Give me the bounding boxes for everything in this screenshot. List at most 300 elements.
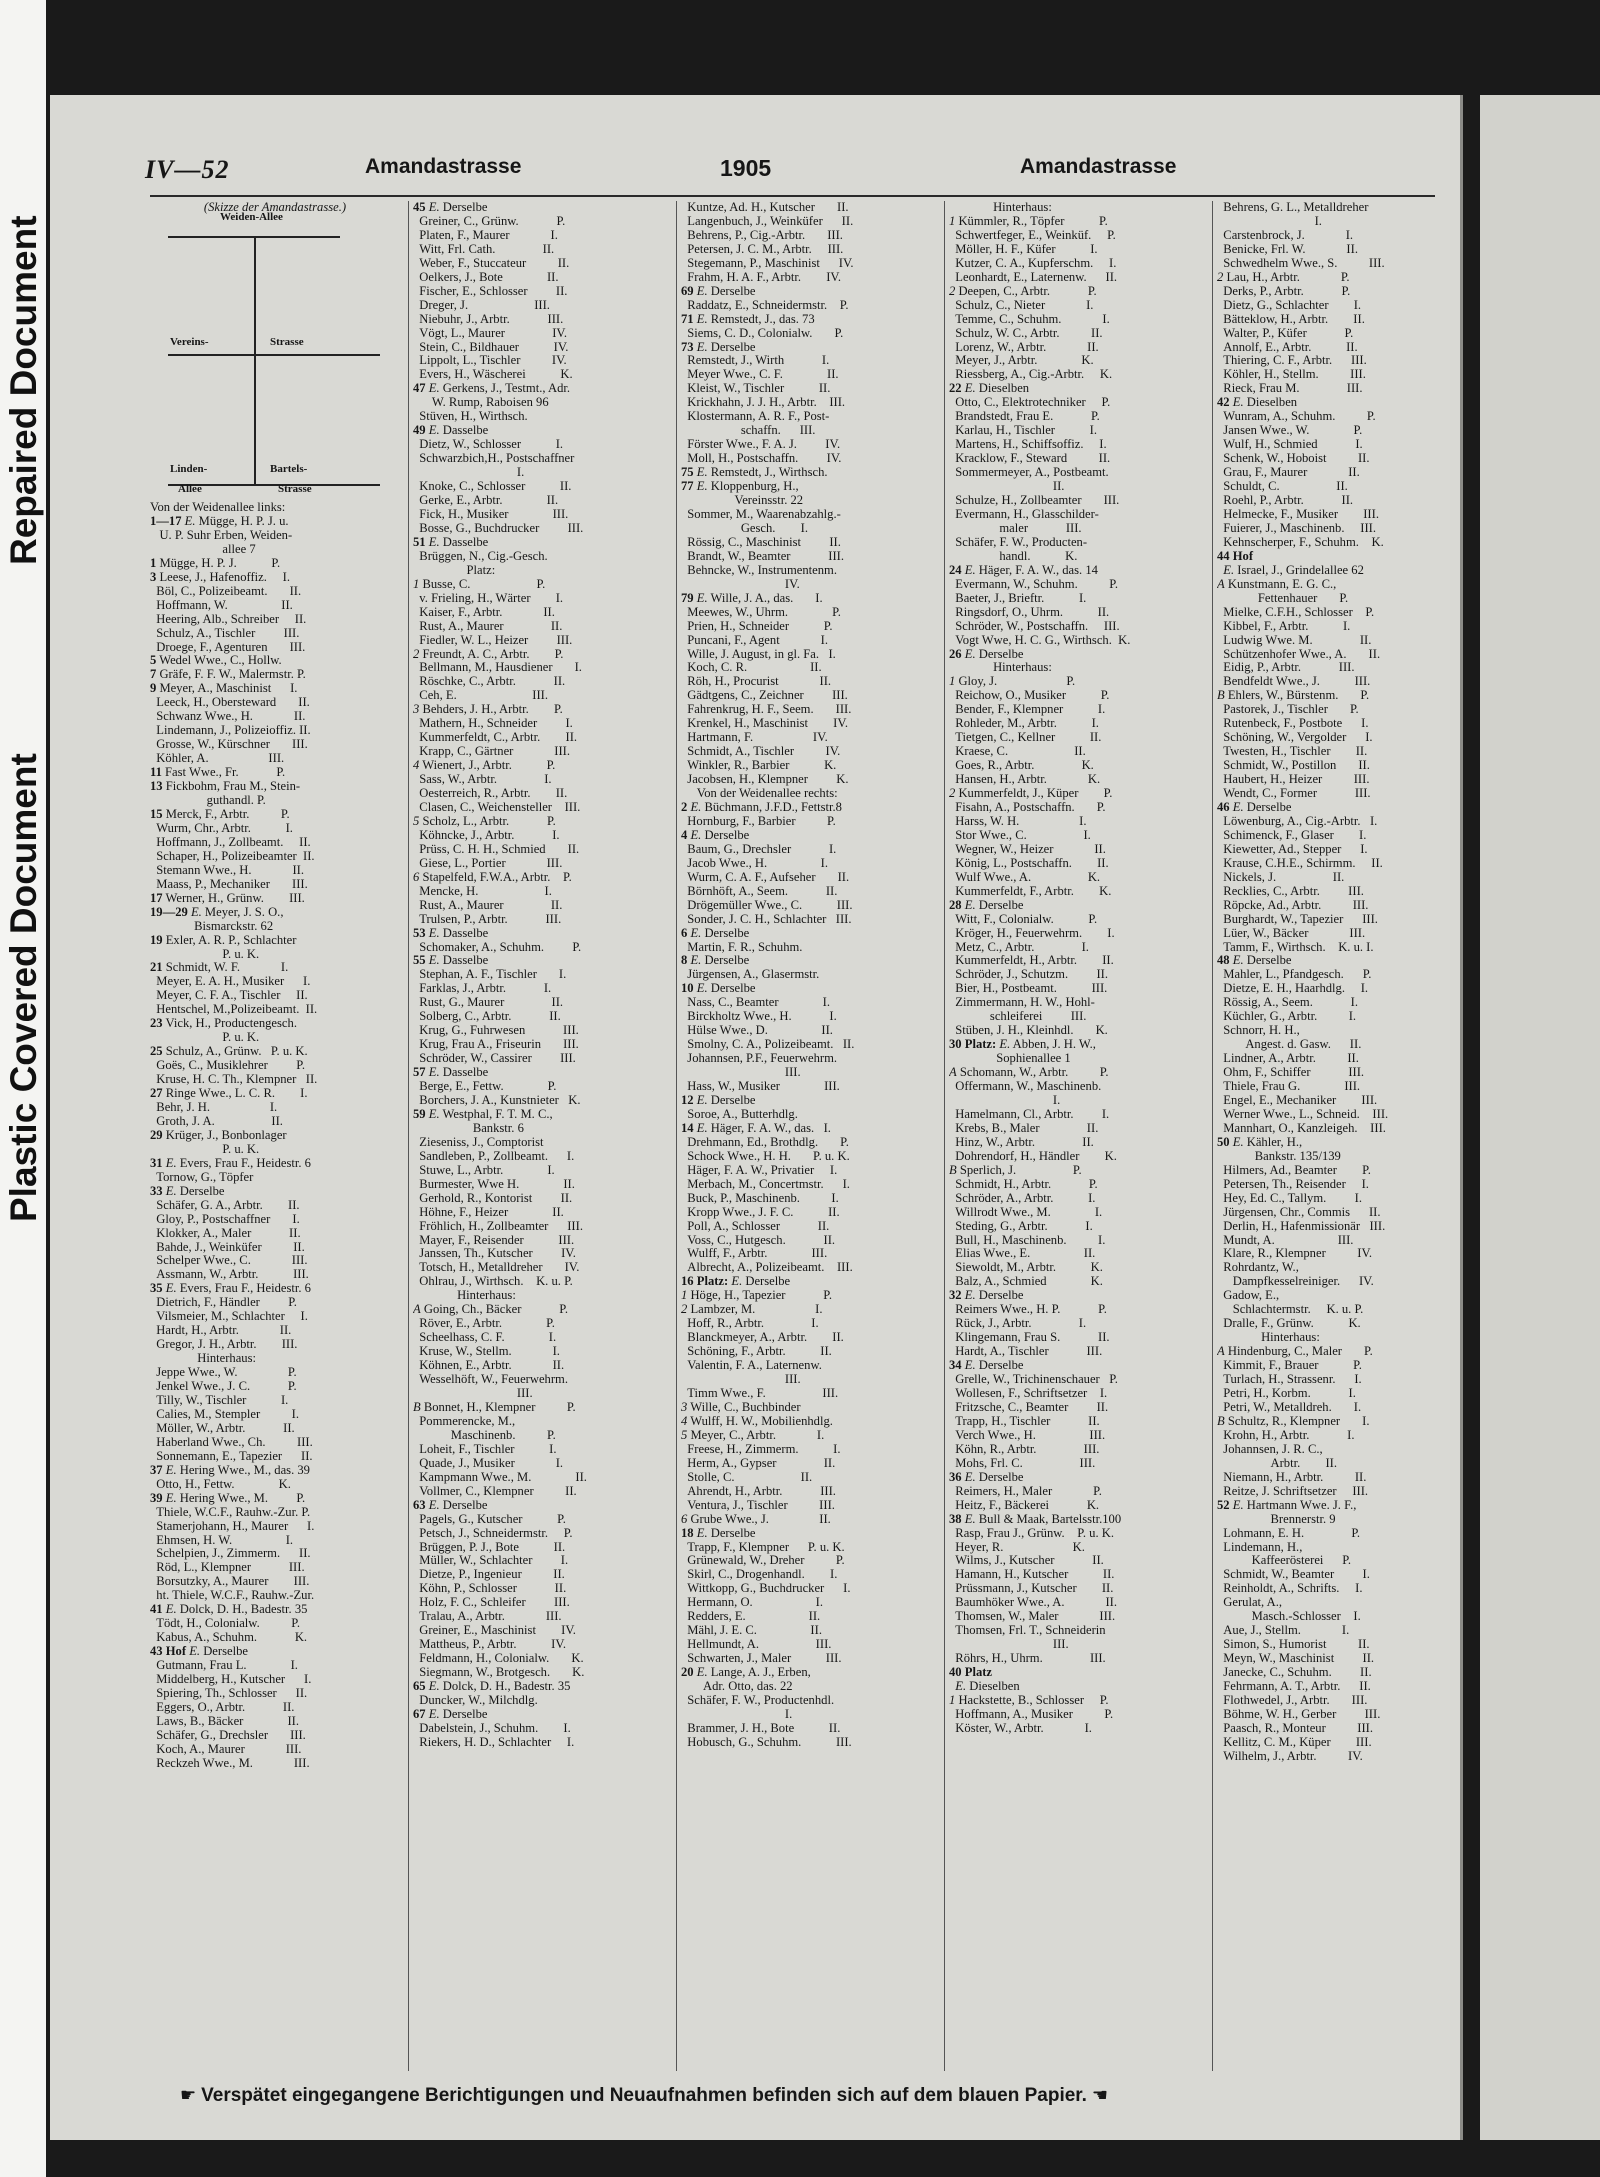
directory-entry: Pastorek, J., Tischler P.	[1217, 703, 1359, 717]
directory-entry: Tamm, F., Wirthsch. K. u. I.	[1217, 940, 1374, 954]
page-header	[145, 155, 1435, 195]
year: 1905	[720, 155, 772, 181]
directory-entry: Kehnscherper, F., Schuhm. K.	[1217, 535, 1384, 549]
directory-entry: Raddatz, E., Schneidermstr. P.	[681, 298, 849, 312]
sketch-vereins: Vereins-	[170, 336, 209, 348]
directory-entry: 42 E. Dieselben	[1217, 396, 1298, 410]
directory-entry: Möller, H. F., Küfer I.	[949, 242, 1098, 256]
directory-entry: Jenkel Wwe., J. C. P.	[150, 1380, 297, 1394]
directory-entry: B Bonnet, H., Klempner P.	[413, 1400, 576, 1414]
directory-entry: Wunram, A., Schuhm. P.	[1217, 410, 1376, 424]
directory-entry: Schröder, J., Schutzm. II.	[949, 968, 1108, 982]
directory-entry: I.	[1217, 214, 1322, 228]
directory-entry: Soroe, A., Butterhdlg.	[681, 1107, 798, 1121]
directory-entry: Metz, C., Arbtr. I.	[949, 940, 1089, 954]
directory-entry: Hentschel, M.,Polizeibeamt. II.	[150, 1003, 318, 1017]
directory-entry: Smolny, C. A., Polizeibeamt. II.	[681, 1038, 855, 1052]
directory-entry: Kummerfeldt, F., Arbtr. K.	[949, 884, 1112, 898]
directory-entry: Willrodt Wwe., M. I.	[949, 1205, 1103, 1219]
directory-entry: Walter, P., Küfer P.	[1217, 326, 1354, 340]
directory-entry: Köhnen, E., Arbtr. II.	[413, 1359, 565, 1373]
directory-entry: Siegmann, W., Brotgesch. K.	[413, 1666, 585, 1680]
directory-entry: Jacobsen, H., Klempner K.	[681, 773, 849, 787]
directory-entry: Behr, J. H. I.	[150, 1100, 278, 1114]
directory-entry: Schmidt, W., Beamter I.	[1217, 1568, 1370, 1582]
directory-entry: Meyn, W., Maschinist II.	[1217, 1652, 1375, 1666]
directory-entry: Kimmit, F., Brauer P.	[1217, 1359, 1362, 1373]
directory-entry: allee 7	[150, 542, 256, 556]
directory-entry: 2 Lambzer, M. I.	[681, 1303, 823, 1317]
directory-entry: Wulf Wwe., A. K.	[949, 870, 1101, 884]
directory-entry: Rohleder, M., Arbtr. I.	[949, 717, 1099, 731]
directory-entry: Fritzsche, C., Beamter II.	[949, 1400, 1109, 1414]
pointing-hand-icon-right: ☚	[1086, 2085, 1109, 2105]
directory-entry: Dreger, J. III.	[413, 298, 550, 312]
plastic-covered-document-label: Plastic Covered Document	[3, 753, 44, 1222]
directory-entry: Janssen, Th., Kutscher IV.	[413, 1247, 576, 1261]
directory-entry: Rust, A., Maurer II.	[413, 619, 563, 633]
directory-entry: Martens, H., Schiffsoffiz. I.	[949, 438, 1107, 452]
directory-entry: Fettenhauer P.	[1217, 591, 1349, 605]
directory-entry: Hoff, R., Arbtr. I.	[681, 1317, 819, 1331]
directory-entry: Petersen, J. C. M., Arbtr. III.	[681, 242, 844, 256]
directory-entry: Meyer, J., Arbtr. K.	[949, 354, 1094, 368]
directory-entry: Bätteklow, H., Arbtr. II.	[1217, 312, 1365, 326]
directory-entry: U. P. Suhr Erben, Weiden-	[150, 528, 293, 542]
directory-entry: 5 Meyer, C., Arbtr. I.	[681, 1428, 825, 1442]
directory-entry: 31 E. Evers, Frau F., Heidestr. 6	[150, 1156, 311, 1170]
directory-entry: I.	[949, 1094, 1061, 1107]
directory-entry: Brandstedt, Frau E. P.	[949, 410, 1100, 424]
directory-entry: 37 E. Hering Wwe., M., das. 39	[150, 1463, 310, 1477]
directory-entry: Kraese, C. II.	[949, 745, 1086, 759]
directory-entry: Trapp, F., Klempner P. u. K.	[681, 1540, 845, 1554]
directory-entry: Köhncke, J., Arbtr. I.	[413, 828, 560, 842]
directory-entry: 23 Vick, H., Productengesch.	[150, 1017, 297, 1031]
directory-entry: Laws, B., Bäcker II.	[150, 1714, 299, 1728]
directory-entry: Mähl, J. E. C. II.	[681, 1624, 822, 1638]
directory-entry: Dohrendorf, H., Händler K.	[949, 1149, 1117, 1163]
directory-entry: Baumhöker Wwe., A. II.	[949, 1596, 1118, 1610]
directory-entry: Fiedler, W. L., Heizer III.	[413, 633, 573, 647]
directory-entry: 26 E. Derselbe	[949, 647, 1024, 661]
directory-entry: Ehmsen, H. W. I.	[150, 1533, 294, 1547]
directory-entry: 51 E. Dasselbe	[413, 535, 489, 549]
directory-entry: Wendt, C., Former III.	[1217, 787, 1371, 801]
directory-entry: Höhne, F., Heizer II.	[413, 1205, 564, 1219]
directory-entry: Böl, C., Polizeibeamt. II.	[150, 584, 302, 598]
directory-entry: Petri, H., Korbm. I.	[1217, 1387, 1356, 1401]
directory-entry: 77 E. Kloppenburg, H.,	[681, 480, 799, 494]
directory-entry: Farklas, J., Arbtr. I.	[413, 982, 552, 996]
directory-entry: 3 Behders, J. H., Arbtr. P.	[413, 703, 563, 717]
directory-entry: Carstenbrock, J. I.	[1217, 228, 1354, 242]
header-rule	[150, 195, 1435, 197]
directory-entry: Krug, G., Fuhrwesen III.	[413, 1024, 579, 1038]
directory-entry: Dietz, G., Schlachter I.	[1217, 298, 1362, 312]
directory-entry: Merbach, M., Concertmstr. I.	[681, 1177, 850, 1191]
directory-entry: Klingemann, Frau S. II.	[949, 1331, 1110, 1345]
directory-entry: Lohmann, E. H. P.	[1217, 1526, 1361, 1540]
directory-entry: Offermann, W., Maschinenb.	[949, 1080, 1102, 1094]
directory-entry: Wurm, Chr., Arbtr. I.	[150, 821, 293, 835]
directory-entry: Zieseniss, J., Comptorist	[413, 1135, 544, 1149]
directory-entry: Prüss, C. H. H., Schmied II.	[413, 842, 580, 856]
directory-entry: 22 E. Dieselben	[949, 382, 1030, 396]
directory-entry: 28 E. Derselbe	[949, 898, 1024, 912]
directory-entry: Siems, C. D., Colonialw. P.	[681, 326, 844, 340]
directory-entry: Werner Wwe., L., Schneid. III.	[1217, 1107, 1389, 1121]
directory-entry: Mundt, A. III.	[1217, 1233, 1354, 1247]
directory-entry: 12 E. Derselbe	[681, 1094, 756, 1107]
directory-entry: Gregor, J. H., Arbtr. III.	[150, 1338, 298, 1352]
directory-entry: Schlachtermstr. K. u. P.	[1217, 1303, 1364, 1317]
directory-entry: Schulz, W. C., Arbtr. II.	[949, 326, 1103, 340]
directory-entry: Prüssmann, J., Kutscher II.	[949, 1582, 1114, 1596]
column-3	[676, 201, 939, 2071]
directory-entry: Tödt, H., Colonialw. P.	[150, 1617, 300, 1631]
directory-entry: Verch Wwe., H. III.	[949, 1428, 1106, 1442]
directory-entry: Mohs, Frl. C. III.	[949, 1456, 1096, 1470]
directory-entry: Schröder, W., Cassirer III.	[413, 1052, 576, 1066]
directory-entry: Albrecht, A., Polizeibeamt. III.	[681, 1261, 853, 1275]
directory-entry: Schäfer, G. A., Arbtr. II.	[150, 1198, 300, 1212]
directory-entry: Köhn, P., Schlosser II.	[413, 1582, 567, 1596]
directory-entry: Tietgen, C., Kellner II.	[949, 731, 1102, 745]
directory-entry: Aue, J., Stellm. I.	[1217, 1624, 1350, 1638]
directory-entry: Schäfer, G., Drechsler III.	[150, 1728, 306, 1742]
directory-entry: Engel, E., Mechaniker III.	[1217, 1094, 1378, 1107]
directory-entry: Mattheus, P., Arbtr. IV.	[413, 1638, 566, 1652]
directory-entry: Lüer, W., Bäcker III.	[1217, 926, 1366, 940]
directory-entry: Hinterhaus:	[949, 201, 1052, 214]
directory-entry: 15 Merck, F., Arbtr. P.	[150, 807, 290, 821]
directory-entry: Hülse Wwe., D. II.	[681, 1024, 833, 1038]
directory-entry: Kracklow, F., Steward II.	[949, 452, 1111, 466]
directory-entry: Platz:	[413, 563, 496, 577]
directory-entry: B Ehlers, W., Bürstenm. P.	[1217, 689, 1370, 703]
directory-entry: Sommermeyer, A., Postbeamt.	[949, 466, 1109, 480]
directory-entry: 43 Hof E. Derselbe	[150, 1645, 248, 1659]
directory-entry: 38 E. Bull & Maak, Bartelsstr.100	[949, 1512, 1122, 1526]
directory-entry: 73 E. Derselbe	[681, 340, 756, 354]
directory-entry: Schäfer, F. W., Producten-	[949, 535, 1088, 549]
directory-entry: Skirl, C., Drogenhandl. I.	[681, 1568, 838, 1582]
directory-entry: Meyer, E. A. H., Musiker I.	[150, 975, 311, 989]
directory-entry: Helmecke, F., Musiker III.	[1217, 507, 1379, 521]
directory-entry: Johannsen, J. R. C.,	[1217, 1442, 1323, 1456]
directory-entry: Greiner, C., Grünw. P.	[413, 214, 566, 228]
directory-entry: Kutzer, C. A., Kupferschm. I.	[949, 256, 1117, 270]
directory-entry: Hinterhaus:	[1217, 1331, 1320, 1345]
directory-entry: 1—17 E. Mügge, H. P. J. u.	[150, 514, 289, 528]
directory-entry: III.	[681, 1066, 801, 1080]
directory-entry: 35 E. Evers, Frau F., Heidestr. 6	[150, 1282, 311, 1296]
directory-entry: Gadow, E.,	[1217, 1289, 1280, 1303]
directory-entry: Bankstr. 135/139	[1217, 1149, 1341, 1163]
directory-entry: II.	[949, 480, 1065, 494]
directory-entry: Schnorr, H. H.,	[1217, 1024, 1300, 1038]
footer-note	[180, 2085, 1440, 2107]
directory-entry: Röhrs, H., Uhrm. III.	[949, 1652, 1106, 1666]
directory-entry: Schöning, W., Vergolder I.	[1217, 731, 1373, 745]
directory-entry: 65 E. Dolck, D. H., Badestr. 35	[413, 1680, 571, 1694]
directory-entry: 5 Wedel Wwe., C., Hollw.	[150, 654, 282, 668]
directory-entry: Sonnemann, E., Tapezier II.	[150, 1449, 313, 1463]
street-sketch	[150, 201, 400, 501]
directory-entry: König, L., Postschaffn. II.	[949, 856, 1109, 870]
directory-entry: Schelpien, J., Zimmerm. II.	[150, 1547, 311, 1561]
directory-entry: 40 Platz	[949, 1666, 993, 1680]
directory-entry: Vilsmeier, M., Schlachter I.	[150, 1310, 308, 1324]
directory-entry: Niemann, H., Arbtr. II.	[1217, 1470, 1367, 1484]
directory-entry: Krapp, C., Gärtner III.	[413, 745, 571, 759]
directory-entry: Schöning, F., Arbtr. II.	[681, 1345, 832, 1359]
directory-entry: Platen, F., Maurer I.	[413, 228, 558, 242]
directory-entry: 19 Exler, A. R. P., Schlachter	[150, 933, 297, 947]
directory-entry: Wegner, W., Heizer II.	[949, 842, 1106, 856]
directory-entry: Wollesen, F., Schriftsetzer I.	[949, 1387, 1108, 1401]
directory-entry: Kiewetter, Ad., Stepper I.	[1217, 842, 1368, 856]
directory-entry: 44 Hof	[1217, 549, 1254, 563]
directory-entry: Fuierer, J., Maschinenb. III.	[1217, 521, 1376, 535]
directory-entry: Knoke, C., Schlosser II.	[413, 480, 572, 494]
directory-entry: Jacob Wwe., H. I.	[681, 856, 829, 870]
directory-entry: Hellmundt, A. III.	[681, 1638, 832, 1652]
directory-entry: Jürgensen, Chr., Commis II.	[1217, 1205, 1381, 1219]
directory-entry: Goës, C., Musiklehrer P.	[150, 1059, 305, 1073]
directory-entry: 6 Grube Wwe., J. II.	[681, 1512, 831, 1526]
directory-entry: Mayer, F., Reisender III.	[413, 1233, 575, 1247]
directory-entry: 67 E. Derselbe	[413, 1707, 488, 1721]
directory-entry: Rust, G., Maurer II.	[413, 996, 564, 1010]
directory-entry: 14 E. Häger, F. A. W., das. I.	[681, 1121, 831, 1135]
directory-entry: schaffn. III.	[681, 424, 816, 438]
directory-entry: Remstedt, J., Wirth I.	[681, 354, 830, 368]
directory-columns	[150, 201, 1440, 2071]
directory-entry: Jürgensen, A., Glasermstr.	[681, 968, 820, 982]
directory-entry: Eggers, O., Arbtr. II.	[150, 1700, 295, 1714]
directory-entry: Kruse, W., Stellm. I.	[413, 1345, 560, 1359]
directory-entry: Martin, F. R., Schuhm.	[681, 940, 803, 954]
sketch-bartels: Bartels-	[270, 463, 308, 475]
directory-entry: Bosse, G., Buchdrucker III.	[413, 521, 584, 535]
directory-entry: Thiering, C. F., Arbtr. III.	[1217, 354, 1367, 368]
directory-entry: Siewoldt, M., Arbtr. K.	[949, 1261, 1103, 1275]
street-name-right: Amandastrasse	[1020, 155, 1177, 178]
directory-entry: Poll, A., Schlosser II.	[681, 1219, 830, 1233]
directory-entry: Brandt, W., Beamter III.	[681, 549, 844, 563]
directory-entry: Kellitz, C. M., Küper III.	[1217, 1735, 1372, 1749]
directory-entry: 75 E. Remstedt, J., Wirthsch.	[681, 466, 828, 480]
directory-entry: Schmidt, H., Arbtr. P.	[949, 1177, 1098, 1191]
directory-entry: 6 E. Derselbe	[681, 926, 750, 940]
directory-entry: P. u. K.	[150, 1142, 260, 1156]
directory-entry: Schenk, W., Hoboist II.	[1217, 452, 1370, 466]
directory-entry: Temme, C., Schuhm. I.	[949, 312, 1110, 326]
directory-entry: Schock Wwe., H. H. P. u. K.	[681, 1149, 850, 1163]
directory-entry: Hermann, O. I.	[681, 1596, 824, 1610]
directory-entry: 2 Kummerfeldt, J., Küper P.	[949, 787, 1113, 801]
directory-entry: Rössig, C., Maschinist II.	[681, 535, 841, 549]
directory-entry: 9 Meyer, A., Maschinist I.	[150, 682, 298, 696]
directory-entry: Hinterhaus:	[949, 661, 1052, 675]
directory-entry: Behrens, P., Cig.-Arbtr. III.	[681, 228, 843, 242]
directory-entry: 53 E. Dasselbe	[413, 926, 489, 940]
directory-entry: Klokker, A., Maler II.	[150, 1226, 301, 1240]
directory-entry: Bull, H., Maschinenb. I.	[949, 1233, 1106, 1247]
directory-entry: Evermann, W., Schuhm. P.	[949, 577, 1118, 591]
directory-entry: Stüben, J. H., Kleinhdl. K.	[949, 1024, 1108, 1038]
directory-entry: Schmidt, W., Postillon II.	[1217, 759, 1370, 773]
directory-entry: Heitz, F., Bäckerei K.	[949, 1498, 1100, 1512]
directory-entry: Schwanz Wwe., H. II.	[150, 710, 306, 724]
directory-entry: Scheelhass, C. F. I.	[413, 1331, 557, 1345]
directory-entry: 55 E. Dasselbe	[413, 954, 489, 968]
directory-entry: A Schomann, W., Arbtr. P.	[949, 1066, 1109, 1080]
directory-entry: Annolf, E., Arbtr. II.	[1217, 340, 1358, 354]
directory-entry: Ahrendt, H., Arbtr. III.	[681, 1484, 836, 1498]
directory-entry: Bellmann, M., Hausdiener I.	[413, 661, 582, 675]
directory-entry: Weber, F., Stuccateur II.	[413, 256, 570, 270]
directory-entry: Stolle, C. II.	[681, 1470, 813, 1484]
directory-entry: Meewes, W., Uhrm. P.	[681, 605, 841, 619]
directory-entry: Balz, A., Schmied K.	[949, 1275, 1103, 1289]
directory-entry: Flothwedel, J., Arbtr. III.	[1217, 1693, 1368, 1707]
directory-entry: Hinz, W., Arbtr. II.	[949, 1135, 1094, 1149]
directory-entry: Fröhlich, H., Zollbeamter III.	[413, 1219, 583, 1233]
directory-entry: 45 E. Derselbe	[413, 201, 488, 214]
directory-entry: Adr. Otto, das. 22	[681, 1680, 793, 1694]
directory-entry: Röh, H., Procurist II.	[681, 675, 832, 689]
directory-entry: Holz, F. C., Schleifer III.	[413, 1596, 570, 1610]
directory-entry: 48 E. Derselbe	[1217, 954, 1292, 968]
directory-entry: 16 Platz: E. Derselbe	[681, 1275, 791, 1289]
directory-entry: Timm Wwe., F. III.	[681, 1387, 839, 1401]
directory-entry: Gloy, P., Postschaffner I.	[150, 1212, 300, 1226]
directory-entry: Kibbel, F., Arbtr. I.	[1217, 619, 1351, 633]
directory-entry: Ceh, E. III.	[413, 689, 549, 703]
directory-entry: 6 Stapelfeld, F.W.A., Arbtr. P.	[413, 870, 572, 884]
directory-entry: Herm, A., Gypser II.	[681, 1456, 836, 1470]
directory-entry: Dabelstein, J., Schuhm. I.	[413, 1721, 571, 1735]
directory-entry: A Kunstmann, E. G. C.,	[1217, 577, 1337, 591]
directory-entry: Bendfeldt Wwe., J. III.	[1217, 675, 1371, 689]
directory-entry: Rück, J., Arbtr. I.	[949, 1317, 1087, 1331]
directory-entry: Möller, W., Arbtr. II.	[150, 1421, 295, 1435]
directory-entry: Leonhardt, E., Laternenw. II.	[949, 270, 1118, 284]
directory-entry: Lindemann, J., Polizeioffiz. II.	[150, 724, 311, 738]
directory-entry: 2 Lau, H., Arbtr. P.	[1217, 270, 1350, 284]
directory-entry: Lorenz, W., Arbtr. II.	[949, 340, 1099, 354]
directory-entry: Fischer, E., Schlosser II.	[413, 284, 568, 298]
directory-entry: Gutmann, Frau L. I.	[150, 1659, 298, 1673]
directory-entry: Dampfkesselreiniger. IV.	[1217, 1275, 1374, 1289]
directory-entry: Schwedhelm Wwe., S. III.	[1217, 256, 1385, 270]
directory-entry: Vögt, L., Maurer IV.	[413, 326, 568, 340]
directory-entry: guthandl. P.	[150, 794, 266, 808]
directory-entry: Paasch, R., Monteur III.	[1217, 1721, 1373, 1735]
directory-entry: 1 Gloy, J. P.	[949, 675, 1076, 689]
directory-entry: Schmidt, A., Tischler IV.	[681, 745, 841, 759]
adjacent-page-edge	[1480, 95, 1600, 2140]
directory-entry: Steding, G., Arbtr. I.	[949, 1219, 1093, 1233]
directory-entry: Reimers, H., Maler P.	[949, 1484, 1102, 1498]
directory-entry: Brüggen, P. J., Bote II.	[413, 1540, 566, 1554]
directory-entry: Rasp, Frau J., Grünw. P. u. K.	[949, 1526, 1115, 1540]
directory-entry: Bier, H., Postbeamt. III.	[949, 982, 1108, 996]
directory-entry: Reinholdt, A., Schrifts. I.	[1217, 1582, 1363, 1596]
sketch-caption: (Skizze der Amandastrasse.)	[203, 201, 347, 214]
directory-entry: Behrens, G. L., Metalldreher	[1217, 201, 1369, 214]
directory-entry: Arbtr. II.	[1217, 1456, 1337, 1470]
directory-entry: Sandleben, P., Zollbeamt. I.	[413, 1149, 575, 1163]
directory-entry: Schützenhofer Wwe., A. II.	[1217, 647, 1381, 661]
directory-entry: 19—29 E. Meyer, J. S. O.,	[150, 905, 284, 919]
directory-entry: Oesterreich, R., Arbtr. II.	[413, 787, 568, 801]
directory-entry: 27 Ringe Wwe., L. C. R. I.	[150, 1087, 308, 1101]
directory-entry: Schulz, C., Nieter I.	[949, 298, 1094, 312]
directory-entry: Leeck, H., Obersteward II.	[150, 696, 310, 710]
directory-entry: Förster Wwe., F. A. J. IV.	[681, 438, 841, 452]
directory-entry: Tilly, W., Tischler I.	[150, 1394, 289, 1407]
directory-entry: Derlin, H., Hafenmissionär III.	[1217, 1219, 1386, 1233]
directory-entry: Stamerjohann, H., Maurer I.	[150, 1519, 315, 1533]
directory-entry: Nass, C., Beamter I.	[681, 996, 831, 1010]
directory-entry: 7 Gräfe, F. F. W., Malermstr. P.	[150, 668, 306, 682]
directory-entry: Stüven, H., Wirthsch.	[413, 410, 528, 424]
directory-entry: Vereinsstr. 22	[681, 494, 804, 508]
directory-entry: Kummerfeldt, H., Arbtr. II.	[949, 954, 1114, 968]
directory-entry: Hinterhaus:	[150, 1352, 256, 1366]
directory-entry: Frahm, H. A. F., Arbtr. IV.	[681, 270, 842, 284]
directory-entry: Schwarzbich,H., Postschaffner	[413, 452, 575, 466]
directory-entry: Röschke, C., Arbtr. II.	[413, 675, 566, 689]
sketch-map	[150, 215, 400, 495]
directory-entry: Jeppe Wwe., W. P.	[150, 1366, 297, 1380]
directory-entry: Solberg, C., Arbtr. II.	[413, 1010, 561, 1024]
directory-entry: 2 Freundt, A. C., Arbtr. P.	[413, 647, 564, 661]
directory-entry: Evermann, H., Glasschilder-	[949, 507, 1099, 521]
directory-entry: Kabus, A., Schuhm. K.	[150, 1631, 308, 1645]
directory-entry: 5 Scholz, L., Arbtr. P.	[413, 814, 556, 828]
directory-entry: A Hindenburg, C., Maler P.	[1217, 1345, 1373, 1359]
directory-entry: Roehl, P., Arbtr. II.	[1217, 494, 1354, 508]
directory-entry: Kummerfeldt, C., Arbtr. II.	[413, 731, 578, 745]
directory-entry: Von der Weidenallee rechts:	[681, 787, 838, 801]
directory-entry: 2 E. Büchmann, J.F.D., Fettstr.8	[681, 800, 842, 814]
directory-entry: Grau, F., Maurer II.	[1217, 466, 1360, 480]
scanned-page	[50, 95, 1463, 2140]
directory-entry: Mencke, H. I.	[413, 884, 552, 898]
directory-entry: Heering, Alb., Schreiber II.	[150, 612, 307, 626]
directory-entry: Oelkers, J., Bote II.	[413, 270, 559, 284]
directory-entry: Kröger, H., Feuerwehrm. I.	[949, 926, 1115, 940]
directory-entry: 4 Wienert, J., Arbtr. P.	[413, 759, 556, 773]
directory-entry: Wilhelm, J., Arbtr. IV.	[1217, 1749, 1363, 1763]
directory-entry: Buck, P., Maschinenb. I.	[681, 1191, 839, 1205]
directory-entry: 1 Busse, C. P.	[413, 577, 546, 591]
directory-entry: Drehmann, Ed., Brothdlg. P.	[681, 1135, 849, 1149]
directory-entry: 36 E. Derselbe	[949, 1470, 1024, 1484]
directory-entry: Baeter, J., Brieftr. I.	[949, 591, 1087, 605]
directory-entry: 3 Leese, J., Hafenoffiz. I.	[150, 570, 290, 584]
directory-entry: Fahrenkrug, H. F., Seem. III.	[681, 703, 852, 717]
directory-entry: 21 Schmidt, W. F. I.	[150, 961, 289, 975]
directory-entry: 11 Fast Wwe., Fr. P.	[150, 766, 286, 780]
directory-entry: Valentin, F. A., Laternenw.	[681, 1359, 822, 1373]
directory-entry: Niebuhr, J., Arbtr. III.	[413, 312, 564, 326]
